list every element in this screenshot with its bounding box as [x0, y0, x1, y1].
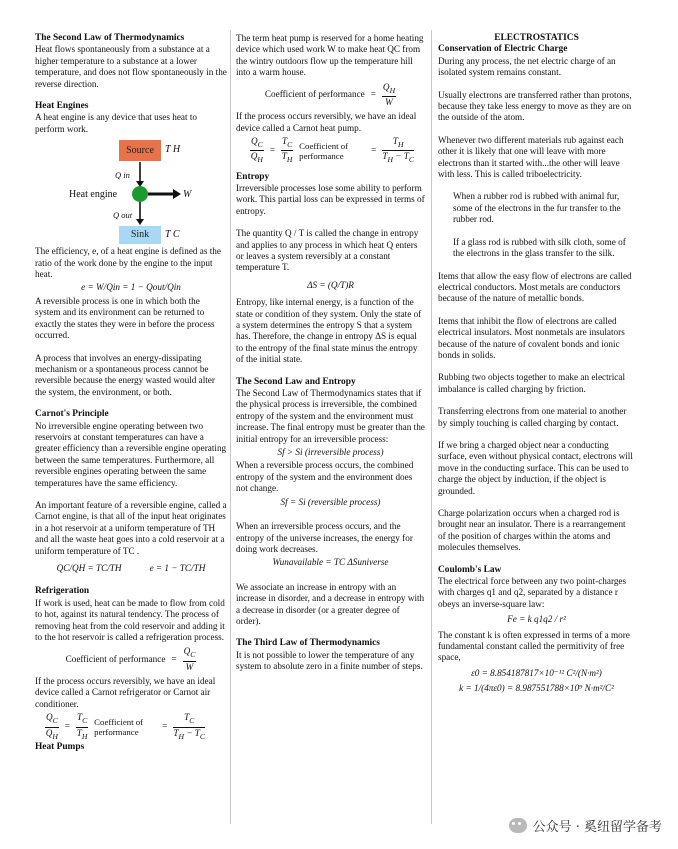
page-header: ELECTROSTATICS: [494, 33, 579, 43]
paragraph: It is not possible to lower the temperature of any system to absolute zero in a finite number of steps.: [236, 649, 423, 672]
watermark: [509, 816, 662, 835]
section-title: The Second Law of Thermodynamics: [35, 33, 185, 43]
irreversible-equation: Sf > Si (irreversible process): [277, 447, 384, 458]
paragraph: A heat engine is any device that uses heat to perform work.: [35, 112, 198, 134]
heat-pump-cop: Coefficient of performance = $\frac{Q_H}{W}$: [264, 81, 396, 107]
efficiency-equation: e = W/Qin = 1 − Qout/Qin: [81, 282, 181, 293]
sink-box: Sink: [119, 226, 161, 244]
refrigerator-cop-eq: $\frac{Q_C}{Q_H}$ = $\frac{T_C}{T_H}$ Coefficient of performance = $\frac{T_C}{T_H - T_C}$: [45, 712, 206, 741]
paragraph: Whenever two different materials rub against each other it is likely that one will leave with more electrons than it started with...the other will leave with less. This is called triboelectricity.: [438, 134, 624, 180]
column-thermo-2: [236, 33, 425, 673]
th-label: T H: [165, 144, 181, 156]
paragraph: No irreversible engine operating between two reservoirs at constant temperatures can have a greater efficiency than a reversible engine operating between the same temperatures. Furthermore, all reversible engines operating between the same temperatures have the same efficiency.: [35, 420, 227, 488]
heat-pump-cop-eq: $\frac{Q_C}{Q_H}$ = $\frac{T_C}{T_H}$ Coefficient of performance = $\frac{T_H}{T_H - T_C}$: [250, 136, 415, 165]
unavailable-energy-equation: Wunavailable = TC ΔSuniverse: [272, 557, 389, 568]
paragraph: Charge polarization occurs when a charged rod is brought near an insulator. There is a rearrangement of the position of charges within the atoms and molecules themselves.: [438, 508, 626, 553]
column-thermo-1: [35, 33, 227, 753]
paragraph: Items that allow the easy flow of electrons are called electrical conductors. Most metals are conductors because of the nature of metallic bonds.: [438, 270, 632, 304]
section-title: The Second Law and Entropy: [236, 376, 356, 387]
cop-label: Coefficient of performance: [299, 140, 349, 161]
paragraph: Usually electrons are transferred rather than protons, because they take less energy to move as they are on the outside of the atom.: [438, 89, 632, 123]
section-title: Carnot's Principle: [35, 409, 109, 420]
column-divider-1: [230, 30, 231, 824]
permittivity-equation: ε0 = 8.854187817×10⁻¹² C²/(N·m²): [471, 667, 602, 678]
source-box: Source: [119, 140, 161, 161]
cop-label: Coefficient of performance: [264, 89, 365, 100]
paragraph: The electrical force between any two point-charges with charges q1 and q2, separated by a distance r obeys an inverse-square law:: [438, 576, 627, 609]
cop-fraction: $\frac{Q_C}{W}$: [183, 646, 196, 672]
engine-circle: [132, 186, 148, 202]
section-title: Heat Engines: [35, 101, 89, 112]
refrigeration-cop: Coefficient of performance = $\frac{Q_C}{W}$: [65, 646, 196, 672]
paragraph: We associate an increase in entropy with an increase in disorder, and a decrease in entropy with a decrease in disorder (or a greater degree of order).: [236, 581, 425, 626]
cop-label: Coefficient of performance: [94, 717, 144, 738]
paragraph: If the process occurs reversibly, we have an ideal device called a Carnot refrigerator or Carnot air conditioner.: [35, 676, 216, 709]
paragraph: An important feature of a reversible engine, called a Carnot engine, is that all of the input heat originates in a hot reservoir at a uniform temperature of TH and all the waste heat goes into a cold reservoir at a uniform temperature of TC .: [35, 499, 227, 556]
column-electrostatics: [438, 33, 635, 699]
paragraph: The quantity Q / T is called the change in entropy and applies to any process in which heat Q enters or leaves a system reversibly at a constant temperature T.: [236, 228, 419, 273]
carnot-ratio-eq: QC/QH = TC/TH: [56, 563, 122, 573]
section-title: Conservation of Electric Charge: [438, 44, 568, 55]
section-title: The Third Law of Thermodynamics: [236, 638, 380, 649]
paragraph: The efficiency, e, of a heat engine is defined as the ratio of the work done by the engine to the input heat.: [35, 246, 221, 280]
qout-label: Q out: [113, 210, 133, 221]
paragraph: Entropy, like internal energy, is a function of the state or condition of they system. Only the state of a system determines the entropy S that a system has. Therefore, the change in entropy ΔS is equal to the entropy of the final state minus the entropy of the initial state.: [236, 297, 422, 365]
section-title: Heat Pumps: [35, 741, 85, 752]
carnot-efficiency-eq: e = 1 − TC/TH: [149, 563, 206, 573]
section-title: Refrigeration: [35, 586, 90, 597]
paragraph: A process that involves an energy-dissipating mechanism or a spontaneous process cannot be reversible because the energy wasted would alter the system, the environment, or both.: [35, 352, 215, 397]
paragraph: If work is used, heat can be made to flow from cold to hot, against its natural tendency. The process of removing heat from the cold reservoir and adding it to the hot reservoir is called a refrigeration process.: [35, 597, 225, 643]
paragraph: During any process, the net electric charge of an isolated system remains constant.: [438, 55, 616, 78]
paragraph: If a glass rod is rubbed with silk cloth, some of the electrons in the glass transfer to the silk.: [453, 236, 626, 259]
paragraph: When a reversible process occurs, the combined entropy of the system and the environment does not change.: [236, 460, 414, 494]
watermark-text: 公众号 · 奚纽留学备考: [532, 820, 662, 835]
paragraph: If we bring a charged object near a conducting surface, even without physical contact, electrons will move in the conducting surface. This can be used to charge the object by induction, if the object is grounded.: [438, 439, 633, 496]
paragraph: The term heat pump is reserved for a home heating device which used work W to make heat QC from the wintry outdoors flow up the temperature hill into a warm house.: [236, 33, 424, 78]
section-title: Entropy: [236, 171, 270, 182]
entropy-equation: ΔS = (Q/T)R: [307, 279, 354, 290]
paragraph: Heat flows spontaneously from a substance at a higher temperature to a substance at a lower temperature, and does not flow spontaneously in the reverse direction.: [35, 44, 227, 89]
paragraph: Irreversible processes lose some ability to perform work. This partial loss can be expressed in terms of entropy.: [236, 182, 425, 216]
coulomb-constant-equation: k = 1/(4πε0) = 8.987551788×10⁹ N·m²/C²: [459, 683, 614, 694]
coulomb-equation: Fe = k q1q2 / r²: [507, 614, 566, 625]
column-divider-2: [431, 30, 432, 824]
cop-label: Coefficient of performance: [65, 654, 166, 665]
paragraph: A reversible process is one in which both the system and its environment can be returned to exactly the states they were in before the process occurred.: [35, 295, 215, 341]
paragraph: Transferring electrons from one material to another by simply touching is called charging by contact.: [438, 406, 627, 428]
heat-engine-diagram: [35, 138, 227, 244]
paragraph: When an irreversible process occurs, and the entropy of the universe increases, the energy for doing work decreases.: [236, 521, 413, 554]
paragraph: The Second Law of Thermodynamics states that if the physical process is irreversible, the combined entropy of the system and the environment must increase. The final entropy must be greater than the initial entropy for an irreversible process:: [236, 388, 425, 444]
paragraph: If the process occurs reversibly, we have an ideal device called a Carnot heat pump.: [236, 111, 417, 133]
carnot-equations: [35, 561, 227, 576]
work-label: W: [183, 189, 192, 201]
qin-label: Q in: [115, 170, 130, 181]
section-title: Coulomb's Law: [438, 564, 502, 575]
paragraph: When a rubber rod is rubbed with animal fur, some of the electrons in the fur transfer to the rubber rod.: [453, 191, 621, 225]
paragraph: Rubbing two objects together to make an electrical imbalance is called charging by friction.: [438, 372, 626, 394]
wechat-icon: [509, 818, 527, 833]
engine-label: Heat engine: [69, 189, 118, 201]
paragraph: The constant k is often expressed in terms of a more fundamental constant called the permitivity of free space,: [438, 629, 630, 663]
paragraph: Items that inhibit the flow of electrons are called electrical insulators. Most nonmetals are insulators because of the nature of covalent bonds and ionic bonds in solids.: [438, 315, 625, 360]
tc-label: T C: [165, 229, 180, 241]
reversible-equation: Sf = Si (reversible process): [280, 496, 381, 507]
